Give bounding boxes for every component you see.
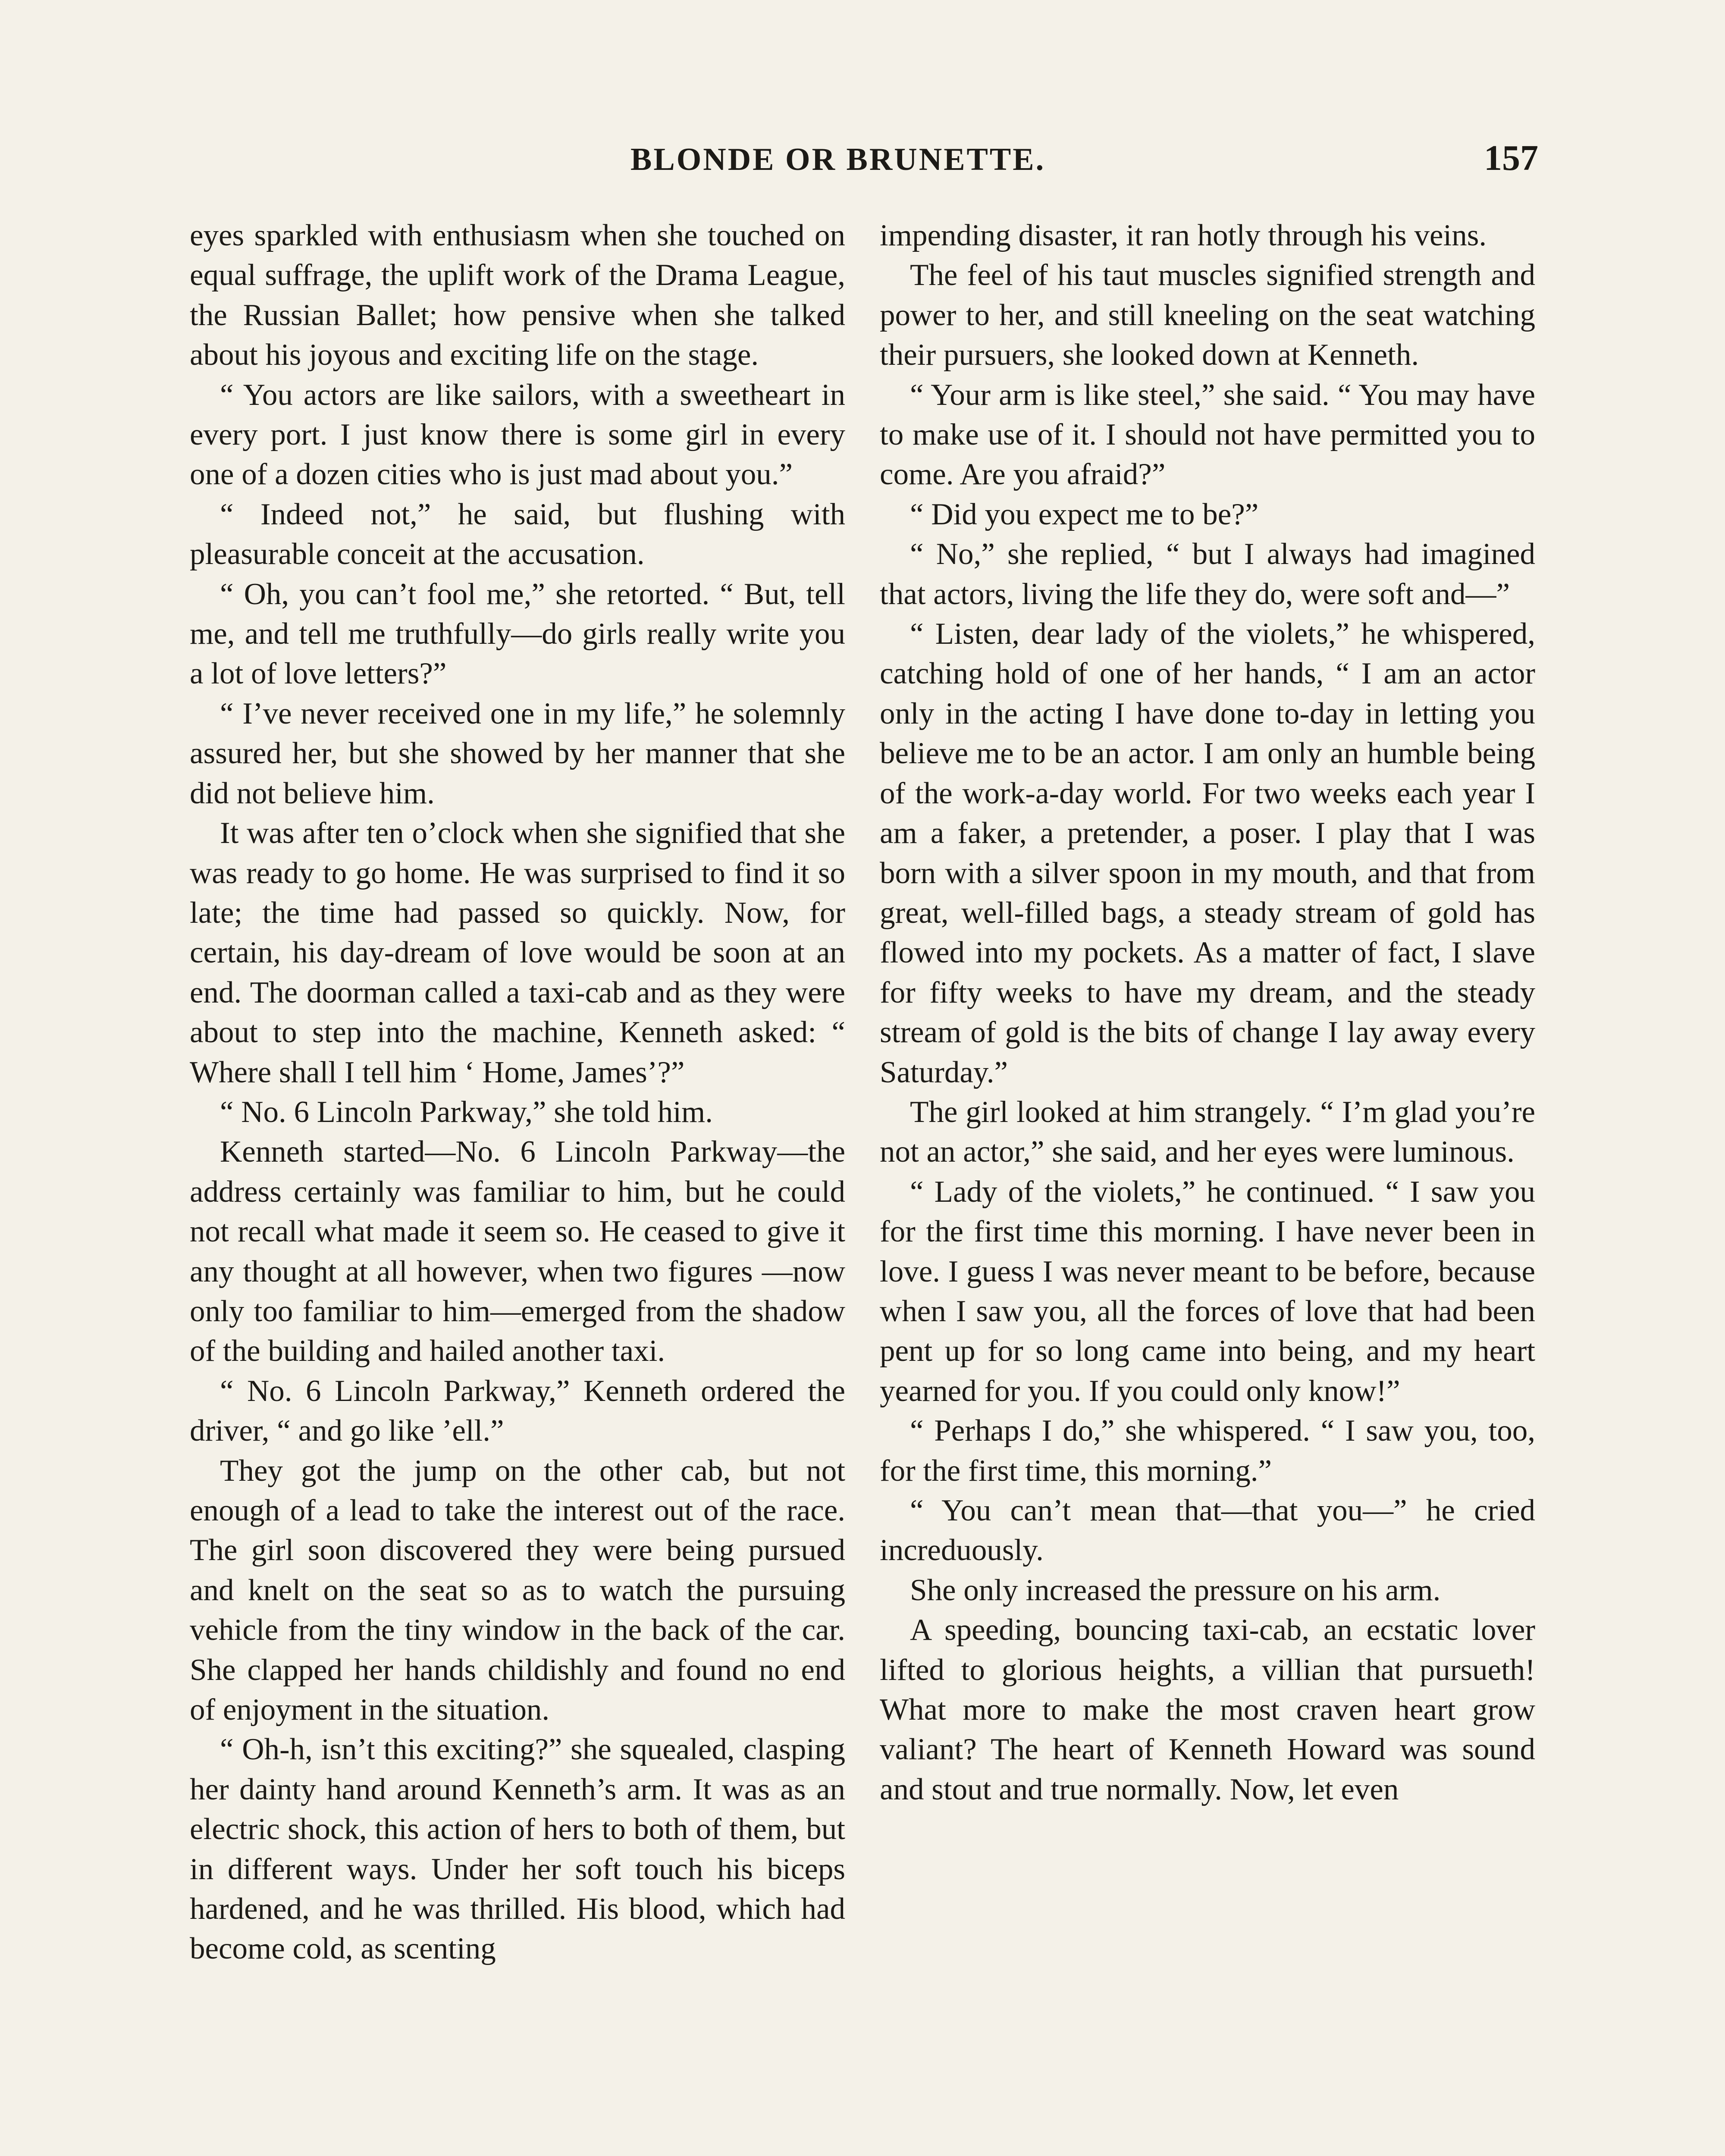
paragraph: impending disaster, it ran hotly through his veins. <box>880 219 1487 252</box>
paragraph: “ Did you expect me to be?” <box>910 497 1259 531</box>
right-text-column <box>880 216 1535 1809</box>
paragraph: “ No. 6 Lincoln Parkway,” she told him. <box>220 1095 713 1129</box>
paragraph: “ Perhaps I do,” she whispered. “ I saw you, too, for the first time, this morning.” <box>880 1414 1535 1488</box>
paragraph: “ Oh, you can’t fool me,” she retorted. “ But, tell me, and tell me truthfully—do girls really write you a lot of love letters?” <box>190 577 845 691</box>
paragraph: It was after ten o’clock when she signified that she was ready to go home. He was surprised to find it so late; the time had passed so quickly. Now, for certain, his day-dream of love would be soon at an end. The doorman called a taxi-cab and as they were about to step into the machine, Kenneth asked: “ Where shall I tell him ‘ Home, James’?” <box>190 816 845 1089</box>
paragraph: Kenneth started—No. 6 Lincoln Parkway—the address certainly was familiar to him, but he could not recall what made it seem so. He ceased to give it any thought at all however, when two figures —now only too familiar to him—emerged from the shadow of the building and hailed another taxi. <box>190 1135 845 1368</box>
paragraph: A speeding, bouncing taxi-cab, an ecstatic lover lifted to glorious heights, a villian that pursueth! What more to make the most craven heart grow valiant? The heart of Kenneth Howard was sound and stout and true normally. Now, let even <box>880 1613 1535 1806</box>
paragraph: They got the jump on the other cab, but not enough of a lead to take the interest out of the race. The girl soon discovered they were being pursued and knelt on the seat so as to watch the pursuing vehicle from the tiny window in the back of the car. She clapped her hands childishly and found no end of enjoyment in the situation. <box>190 1454 845 1727</box>
paragraph: eyes sparkled with enthusiasm when she touched on equal suffrage, the uplift work of the Drama League, the Russian Ballet; how pensive when she talked about his joyous and exciting life on the stage. <box>190 219 845 372</box>
paragraph: “ Lady of the violets,” he continued. “ I saw you for the first time this morning. I have never been in love. I guess I was never meant to be before, because when I saw you, all the forces of love that had been pent up for so long came into being, and my heart yearned for you. If you could only know!” <box>880 1175 1535 1408</box>
paragraph: “ Oh-h, isn’t this exciting?” she squealed, clasping her dainty hand around Kenneth’s arm. It was as an electric shock, this action of hers to both of them, but in different ways. Under her soft touch his biceps hardened, and he was thrilled. His blood, which had become cold, as scenting <box>190 1733 845 1966</box>
left-text-column <box>190 216 845 1969</box>
paragraph: “ You actors are like sailors, with a sweetheart in every port. I just know there is some girl in every one of a dozen cities who is just mad about you.” <box>190 378 845 492</box>
paragraph: “ Your arm is like steel,” she said. “ You may have to make use of it. I should not have permitted you to come. Are you afraid?” <box>880 378 1535 492</box>
page-header <box>188 137 1538 189</box>
running-title: BLONDE OR BRUNETTE. <box>630 142 1046 177</box>
paragraph: “ No,” she replied, “ but I always had imagined that actors, living the life they do, were soft and—” <box>880 537 1535 611</box>
page-number: 157 <box>1484 138 1538 178</box>
paragraph: The girl looked at him strangely. “ I’m glad you’re not an actor,” she said, and her eyes were luminous. <box>880 1095 1535 1169</box>
paragraph: The feel of his taut muscles signified strength and power to her, and still kneeling on the seat watching their pursuers, she looked down at Kenneth. <box>880 258 1535 372</box>
paragraph: “ No. 6 Lincoln Parkway,” Kenneth ordered the driver, “ and go like ’ell.” <box>190 1374 845 1448</box>
paragraph: “ I’ve never received one in my life,” he solemnly assured her, but she showed by her manner that she did not believe him. <box>190 696 845 810</box>
paragraph: “ You can’t mean that—that you—” he cried increduously. <box>880 1494 1535 1567</box>
paragraph: She only increased the pressure on his arm. <box>910 1573 1441 1607</box>
paragraph: “ Listen, dear lady of the violets,” he whispered, catching hold of one of her hands, “ I am an actor only in the acting I have done to-day in letting you believe me to be an actor. I am only an humble being of the work-a-day world. For two weeks each year I am a faker, a pretender, a poser. I play that I was born with a silver spoon in my mouth, and that from great, well-filled bags, a steady stream of gold has flowed into my pockets. As a matter of fact, I slave for fifty weeks to have my dream, and the steady stream of gold is the bits of change I lay away every Saturday.” <box>880 617 1535 1089</box>
paragraph: “ Indeed not,” he said, but flushing with pleasurable conceit at the accusation. <box>190 497 845 571</box>
